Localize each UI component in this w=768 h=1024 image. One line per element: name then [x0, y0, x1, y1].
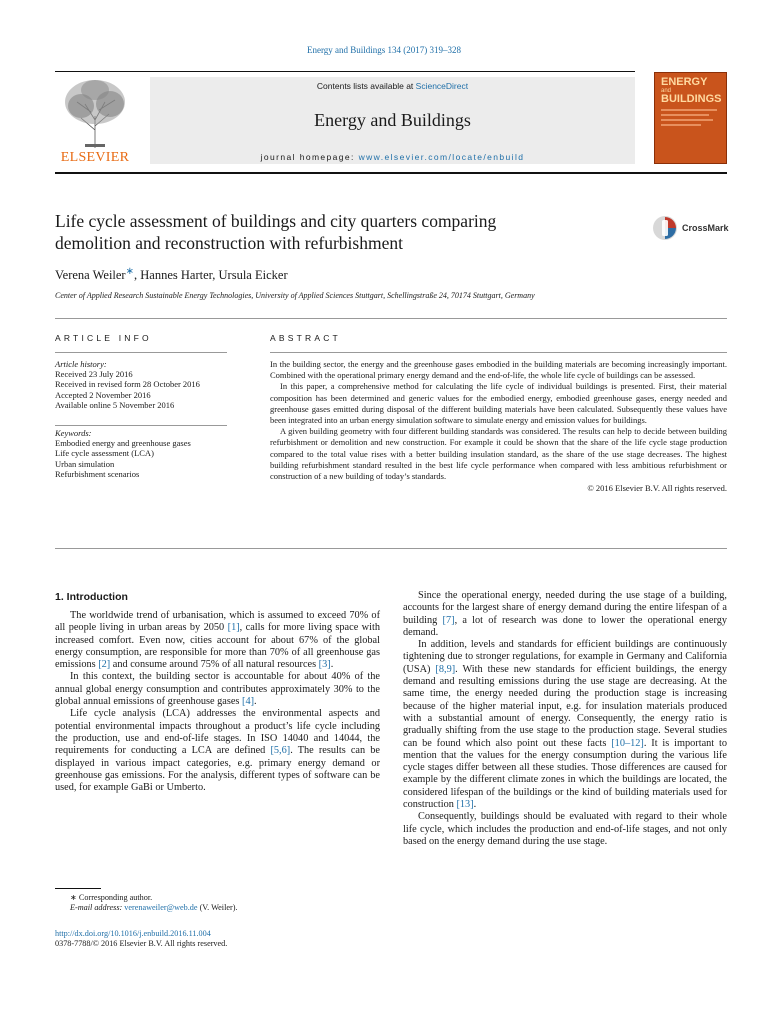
keyword-item: Refurbishment scenarios: [55, 468, 140, 479]
header-bottom-rule: [55, 172, 727, 174]
abstract-bottom-rule: [55, 548, 727, 549]
abstract-paragraph: In the building sector, the energy and the greenhouse gases embodied in the building materials are becoming increasingly important. Combined with the operational primary energy demand and the end-of-life, the whole life cycle of buildings can be assessed.: [270, 359, 727, 381]
email-link[interactable]: verenaweiler@web.de: [124, 903, 198, 913]
history-item: Available online 5 November 2016: [55, 399, 175, 410]
abstract-rule: [270, 352, 727, 353]
abstract-heading: ABSTRACT: [270, 333, 341, 343]
citation-link[interactable]: [8,9]: [435, 663, 456, 675]
article-info-rule: [55, 352, 227, 353]
sciencedirect-link[interactable]: ScienceDirect: [415, 81, 469, 91]
body-paragraph: Consequently, buildings should be evaluated with regard to their whole life cycle, which includes the production and end-of-life stages, and not only based on the energy demand during the use stage.: [403, 811, 727, 847]
corresponding-author-marker[interactable]: ∗: [125, 266, 134, 277]
elsevier-tree-logo: [55, 74, 135, 150]
doi-link[interactable]: http://dx.doi.org/10.1016/j.enbuild.2016.11.004: [55, 929, 211, 938]
body-paragraph: The worldwide trend of urbanisation, which is assumed to exceed 70% of all people living in urban areas by 2050 [1], calls for more living space with increased comfort. Even now, cities account for about 67% of the global energy consumption, are responsible for more than 70% of all greenhouse gas emissions [2] and consume around 75% of all natural resources [3].: [55, 610, 380, 671]
author-names: , Hannes Harter, Ursula Eicker: [134, 268, 288, 283]
body-paragraph: Life cycle analysis (LCA) addresses the environmental aspects and potential environmental impacts throughout a product’s life cycle including the production, use and end-of-life stages. In ISO 14040 and 14044, the requirements for conducting a LCA are defined [5,6]. The results can be displayed in various impact categories, e.g. primary energy demand or greenhouse gas emissions. For the analysis, different types of software can be used, for example GaBi or Umberto.: [55, 708, 380, 794]
cover-decoration: [661, 109, 721, 129]
cover-title: ENERGY and BUILDINGS: [661, 76, 722, 105]
body-paragraph: Since the operational energy, needed during the use stage of a building, accounts for the largest share of energy demand during the entire lifespan of a building [7], a lot of research was done to lower the operational energy demand.: [403, 590, 727, 638]
article-history: Article history: Received 23 July 2016 Received in revised form 28 October 2016 Accepted 2 November 2016 Available online 5 November 2016: [55, 359, 227, 410]
history-item: Received in revised form 28 October 2016: [55, 379, 200, 390]
crossmark-label: CrossMark: [682, 223, 729, 233]
affiliation: Center of Applied Research Sustainable Energy Technologies, University of Applied Sciences Stuttgart, Schellingstraße 24, 70174 Stuttgart, Germany: [55, 291, 535, 300]
author-name: Verena Weiler: [55, 268, 126, 283]
abstract-copyright: © 2016 Elsevier B.V. All rights reserved.: [587, 483, 727, 494]
section-rule: [55, 318, 727, 319]
abstract-body: [270, 359, 727, 494]
elsevier-wordmark: ELSEVIER: [60, 150, 130, 165]
issn-line: 0378-7788/© 2016 Elsevier B.V. All rights reserved.: [55, 939, 228, 949]
doi-block: [55, 929, 380, 950]
footnote-rule: [55, 888, 101, 889]
article-info-heading: ARTICLE INFO: [55, 333, 152, 343]
homepage-link[interactable]: www.elsevier.com/locate/enbuild: [358, 152, 525, 162]
author-list: [55, 266, 288, 283]
body-column-right: [403, 590, 727, 848]
article-title: Life cycle assessment of buildings and city quarters comparing demolition and reconstruction with refurbishment: [55, 211, 497, 253]
citation-link[interactable]: [4]: [242, 696, 255, 708]
keywords: Keywords: Embodied energy and greenhouse gases Life cycle assessment (LCA) Urban simulation Refurbishment scenarios: [55, 428, 227, 479]
history-item: Received 23 July 2016: [55, 369, 133, 380]
body-paragraph: In addition, levels and standards for efficient buildings are continuously tightening due to stronger regulations, for example in Germany and California (USA) [8,9]. With these new standards for efficient buildings, the energy demand and resulting emissions during the use stage are decreasing. At the same time, the energy needed during the production stage is increasing because of the higher material input, e.g. for insulation materials produced with a substantial amount of energy. Consequently, the energy ratio is gradually shifting from the use stage to the production stage. Several studies can be found which also point out these facts [10–12]. It is important to mention that the values for the energy consumption during the various life cycle stages differ between all these studies. Those differences are caused for example by the different climate zones in which the buildings are located, the considered lifespan of the buildings or the kind of building materials used for construction [13].: [403, 639, 727, 811]
citation-link[interactable]: [10–12]: [611, 737, 644, 749]
footnote: ∗ Corresponding author. E-mail address: verenaweiler@web.de (V. Weiler).: [70, 893, 238, 913]
keyword-item: Embodied energy and greenhouse gases: [55, 438, 191, 449]
history-item: Accepted 2 November 2016: [55, 389, 151, 400]
journal-homepage: journal homepage: www.elsevier.com/locate/enbuild: [260, 152, 525, 162]
journal-name: Energy and Buildings: [314, 110, 471, 130]
crossmark-button[interactable]: [652, 214, 728, 242]
article-info-divider: [55, 425, 227, 426]
journal-reference-link[interactable]: Energy and Buildings 134 (2017) 319–328: [306, 45, 462, 55]
abstract-paragraph: A given building geometry with four different building standards was considered. The results can help to decide between building refurbishment or demolition and new construction. For example it could be shown that the share of the life cycle stage production compared to the total value rises with a better building insulation standard, as the share of the use stage decreases. The highest building refurbishment standard resulted in the best life cycle performance when compared with less ambitious refurbishment or construction of a new building of today’s standards.: [270, 426, 727, 482]
crossmark-icon: [652, 214, 678, 242]
journal-cover-thumbnail[interactable]: [654, 72, 727, 164]
body-column-left: [55, 610, 380, 794]
citation-link[interactable]: [7]: [442, 614, 455, 626]
keyword-item: Urban simulation: [55, 458, 115, 469]
abstract-paragraph: In this paper, a comprehensive method for calculating the life cycle of individual buildings is presented. First, their material composition has been determined and generic values for the embodied energy, embodied greenhouse gases, energy needed and greenhouse gases emitted during disposal of the different building materials have been calculated. Subsequently these values have been integrated into an urban energy simulation software to simulate energy and emission values for buildings.: [270, 381, 727, 426]
header-top-rule: [55, 71, 635, 72]
body-paragraph: In this context, the building sector is accountable for about 40% of the annual global energy consumption and contributes approximately 30% to the global annual emissions of greenhouse gases [4].: [55, 671, 380, 708]
citation-link[interactable]: [2]: [98, 659, 111, 671]
citation-link[interactable]: [1]: [227, 622, 240, 634]
contents-line: Contents lists available at ScienceDirect: [316, 81, 469, 91]
citation-link[interactable]: [3]: [318, 659, 331, 671]
citation-link[interactable]: [5,6]: [270, 745, 291, 757]
keyword-item: Life cycle assessment (LCA): [55, 448, 154, 459]
section-heading-introduction: 1. Introduction: [55, 591, 128, 603]
citation-link[interactable]: [13]: [456, 799, 474, 811]
